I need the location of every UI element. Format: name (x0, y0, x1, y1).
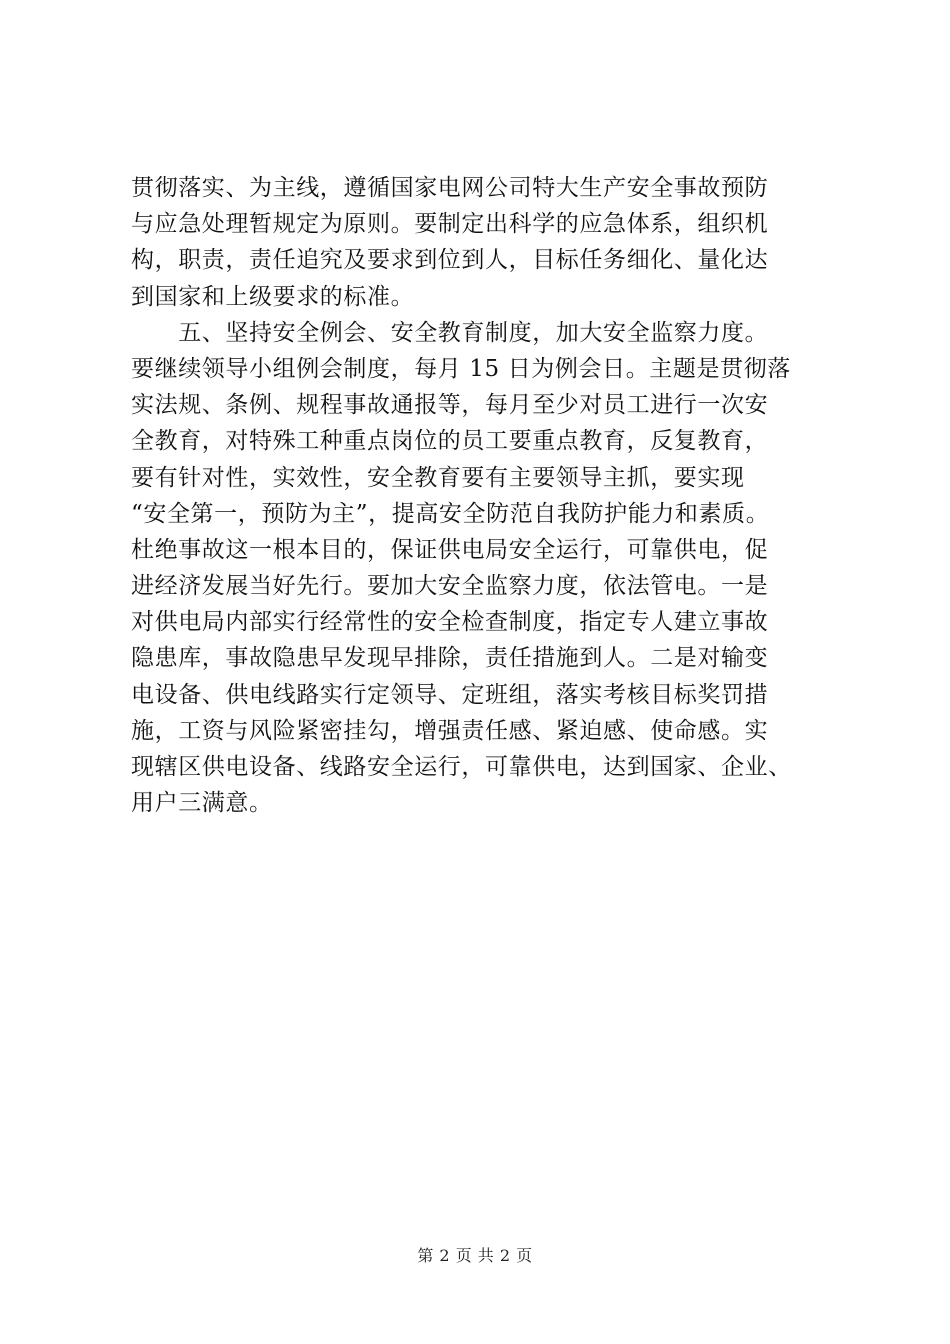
text-line: 到国家和上级要求的标准。 (131, 283, 415, 310)
text-line: 杜绝事故这一根本目的，保证供电局安全运行，可靠供电，促 (131, 536, 769, 563)
text-line: 实法规、条例、规程事故通报等，每月至少对员工进行一次安 (131, 392, 769, 419)
text-line: 要继续领导小组例会制度，每月 15 日为例会日。主题是贯彻落 (131, 355, 791, 382)
body-text (131, 170, 843, 821)
text-line: 贯彻落实、为主线，遵循国家电网公司特大生产安全事故预防 (131, 175, 769, 201)
text-line: 与应急处理暂规定为原则。要制定出科学的应急体系，组织机 (131, 211, 769, 238)
text-line: 用户三满意。 (131, 790, 273, 817)
text-line: 要有针对性，实效性，安全教育要有主要领导主抓，要实现 (131, 464, 745, 491)
text-line: 对供电局内部实行经常性的安全检查制度，指定专人建立事故 (131, 609, 769, 636)
text-line: 构，职责，责任追究及要求到位到人，目标任务细化、量化达 (131, 247, 769, 274)
text-line: 隐患库，事故隐患早发现早排除，责任措施到人。二是对输变 (131, 645, 769, 672)
text-line: 全教育，对特殊工种重点岗位的员工要重点教育，反复教育， (131, 428, 769, 455)
page-footer (0, 1243, 950, 1266)
page-number: 第 2 页 共 2 页 (417, 1246, 533, 1265)
text-line: 施，工资与风险紧密挂勾，增强责任感、紧迫感、使命感。实 (131, 717, 769, 744)
text-line: “安全第一，预防为主”，提高安全防范自我防护能力和素质。 (131, 500, 770, 527)
text-line: 电设备、供电线路实行定领导、定班组，落实考核目标奖罚措 (131, 681, 769, 708)
text-line: 进经济发展当好先行。要加大安全监察力度，依法管电。一是 (131, 573, 769, 600)
section-heading-line: 五、坚持安全例会、安全教育制度，加大安全监察力度。 (131, 319, 769, 346)
text-line: 现辖区供电设备、线路安全运行，可靠供电，达到国家、企业、 (131, 754, 792, 780)
